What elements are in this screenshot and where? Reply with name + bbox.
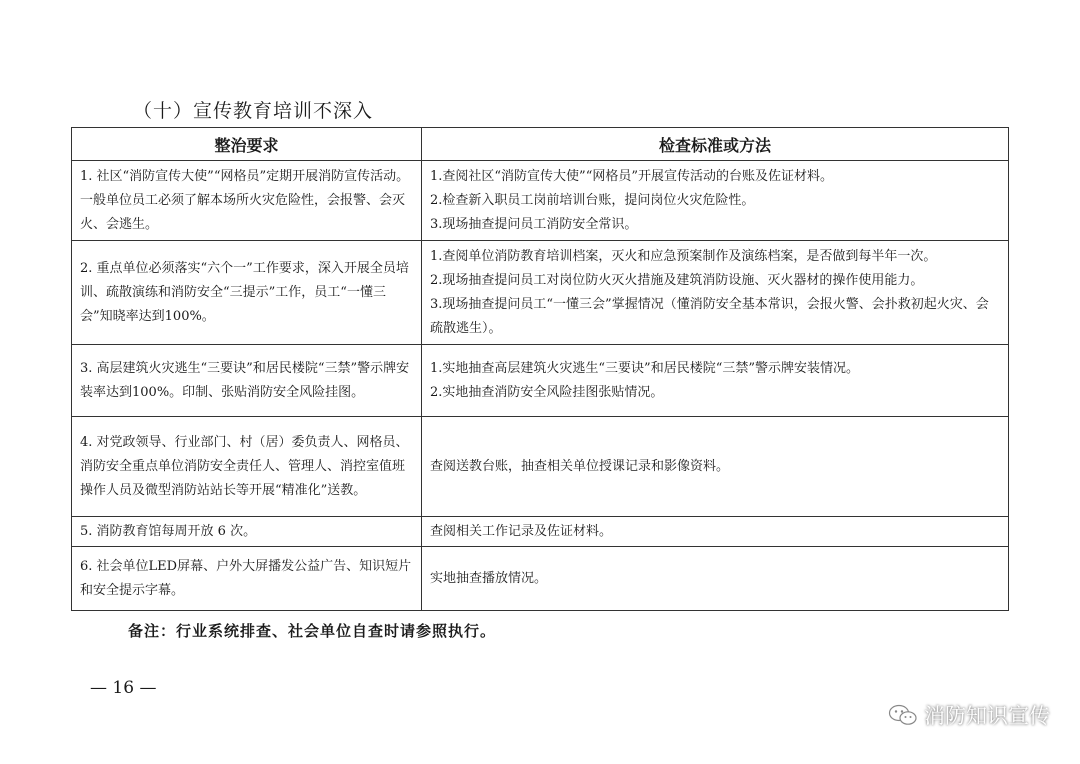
requirement-cell: 6. 社会单位LED屏幕、户外大屏播发公益广告、知识短片和安全提示字幕。 <box>72 547 422 611</box>
footnote-remark: 备注：行业系统排查、社会单位自查时请参照执行。 <box>128 622 497 640</box>
method-line: 实地抽查播放情况。 <box>430 570 548 586</box>
table-row <box>72 161 1009 241</box>
header-requirement: 整治要求 <box>72 128 422 161</box>
method-cell <box>422 547 1009 611</box>
method-line: 1.查阅单位消防教育培训档案，灭火和应急预案制作及演练档案，是否做到每半年一次。 <box>430 248 937 264</box>
method-line: 查阅相关工作记录及佐证材料。 <box>430 523 613 539</box>
table-header-row <box>72 128 1009 161</box>
requirement-cell: 4. 对党政领导、行业部门、村（居）委负责人、网格员、消防安全重点单位消防安全责任人、管理人、消控室值班操作人员及微型消防站站长等开展“精准化”送教。 <box>72 417 422 517</box>
table-row <box>72 547 1009 611</box>
requirement-cell: 1. 社区“消防宣传大使”“网格员”定期开展消防宣传活动。一般单位员工必须了解本场所火灾危险性，会报警、会灭火、会逃生。 <box>72 161 422 241</box>
watermark <box>888 700 1050 730</box>
section-title: （十）宣传教育培训不深入 <box>133 100 374 122</box>
table-row <box>72 417 1009 517</box>
header-method: 检查标准或方法 <box>422 128 1009 161</box>
method-line: 2.检查新入职员工岗前培训台账，提问岗位火灾危险性。 <box>430 192 755 208</box>
page-number: — 16 — <box>90 678 157 698</box>
method-line: 3.现场抽查提问员工“一懂三会”掌握情况（懂消防安全基本常识，会报火警、会扑救初起火灾、会疏散逃生）。 <box>430 296 989 336</box>
method-cell <box>422 345 1009 417</box>
table-row <box>72 345 1009 417</box>
method-line: 2.现场抽查提问员工对岗位防火灭火措施及建筑消防设施、灭火器材的操作使用能力。 <box>430 272 924 288</box>
inspection-table <box>71 127 1009 611</box>
table-row <box>72 517 1009 547</box>
method-line: 查阅送教台账，抽查相关单位授课记录和影像资料。 <box>430 458 730 474</box>
method-line: 1.查阅社区“消防宣传大使”“网格员”开展宣传活动的台账及佐证材料。 <box>430 168 833 184</box>
requirement-cell: 5. 消防教育馆每周开放 6 次。 <box>72 517 422 547</box>
method-cell <box>422 517 1009 547</box>
requirement-cell: 2. 重点单位必须落实“六个一”工作要求，深入开展全员培训、疏散演练和消防安全“三提示”工作，员工“一懂三会”知晓率达到100%。 <box>72 241 422 345</box>
method-line: 1.实地抽查高层建筑火灾逃生“三要诀”和居民楼院“三禁”警示牌安装情况。 <box>430 360 859 376</box>
watermark-text: 消防知识宣传 <box>924 704 1050 728</box>
method-cell <box>422 161 1009 241</box>
requirement-cell: 3. 高层建筑火灾逃生“三要诀”和居民楼院“三禁”警示牌安装率达到100%。印制、张贴消防安全风险挂图。 <box>72 345 422 417</box>
method-cell <box>422 241 1009 345</box>
table-row <box>72 241 1009 345</box>
wechat-icon <box>888 703 918 727</box>
method-cell <box>422 417 1009 517</box>
method-line: 3.现场抽查提问员工消防安全常识。 <box>430 216 638 232</box>
method-line: 2.实地抽查消防安全风险挂图张贴情况。 <box>430 384 664 400</box>
